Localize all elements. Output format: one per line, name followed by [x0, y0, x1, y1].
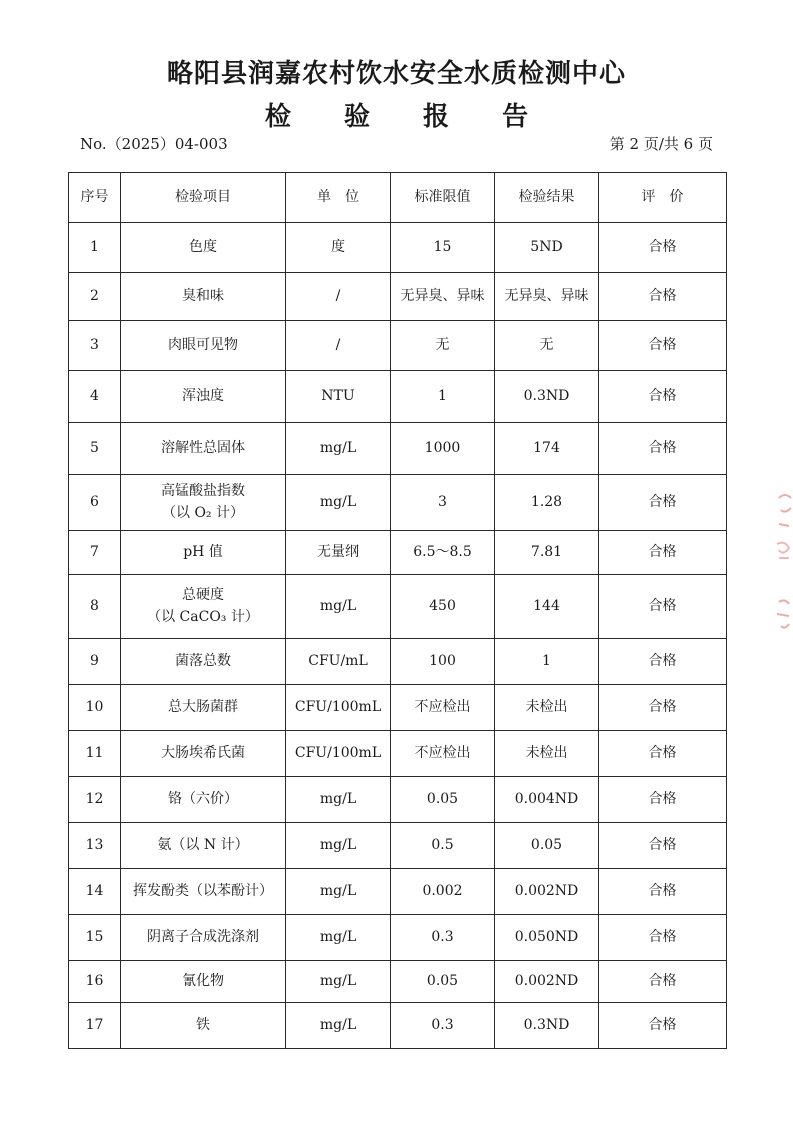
cell-eval: 合格 — [599, 731, 727, 777]
table-body — [69, 223, 727, 1049]
cell-unit: 无量纲 — [286, 531, 391, 575]
cell-eval: 合格 — [599, 423, 727, 475]
table-row — [69, 371, 727, 423]
item-name: 浑浊度 — [182, 387, 224, 404]
cell-unit: mg/L — [286, 869, 391, 915]
cell-no: 10 — [69, 685, 121, 731]
item-note: （以 O₂ 计） — [162, 504, 244, 521]
table-row — [69, 423, 727, 475]
seal-icon — [771, 480, 793, 660]
column-header: 检验结果 — [495, 173, 599, 223]
cell-no: 13 — [69, 823, 121, 869]
cell-limit: 0.002 — [391, 869, 495, 915]
cell-eval: 合格 — [599, 961, 727, 1003]
cell-unit: 度 — [286, 223, 391, 273]
cell-limit: 1 — [391, 371, 495, 423]
cell-unit: CFU/mL — [286, 639, 391, 685]
item-name: 总硬度 — [182, 586, 224, 603]
item-name: 菌落总数 — [175, 652, 231, 669]
cell-limit: 1000 — [391, 423, 495, 475]
cell-unit: mg/L — [286, 915, 391, 961]
cell-result: 0.004ND — [495, 777, 599, 823]
cell-eval: 合格 — [599, 823, 727, 869]
cell-eval: 合格 — [599, 777, 727, 823]
cell-item — [121, 639, 286, 685]
cell-unit: CFU/100mL — [286, 731, 391, 777]
cell-no: 11 — [69, 731, 121, 777]
cell-limit: 0.3 — [391, 915, 495, 961]
cell-limit: 450 — [391, 575, 495, 639]
table-row — [69, 575, 727, 639]
cell-result: 0.05 — [495, 823, 599, 869]
cell-result: 1 — [495, 639, 599, 685]
item-name: pH 值 — [183, 543, 223, 560]
report-number: No.（2025）04-003 — [80, 135, 228, 153]
cell-no: 6 — [69, 475, 121, 531]
cell-limit: 100 — [391, 639, 495, 685]
cell-result: 未检出 — [495, 685, 599, 731]
cell-item — [121, 685, 286, 731]
cell-unit: mg/L — [286, 823, 391, 869]
cell-no: 16 — [69, 961, 121, 1003]
table-row — [69, 321, 727, 371]
cell-limit: 0.5 — [391, 823, 495, 869]
item-name: 阴离子合成洗涤剂 — [147, 928, 259, 945]
cell-no: 5 — [69, 423, 121, 475]
cell-no: 14 — [69, 869, 121, 915]
cell-unit: / — [286, 273, 391, 321]
table-row — [69, 273, 727, 321]
cell-unit: mg/L — [286, 475, 391, 531]
cell-result: 174 — [495, 423, 599, 475]
cell-eval: 合格 — [599, 475, 727, 531]
column-header: 检验项目 — [121, 173, 286, 223]
table-row — [69, 777, 727, 823]
report-title: 检 验 报 告 — [264, 102, 551, 132]
cell-result: 无 — [495, 321, 599, 371]
cell-item — [121, 273, 286, 321]
cell-no: 7 — [69, 531, 121, 575]
cell-no: 12 — [69, 777, 121, 823]
cell-no: 8 — [69, 575, 121, 639]
table-row — [69, 685, 727, 731]
cell-unit: mg/L — [286, 1003, 391, 1049]
cell-result: 0.3ND — [495, 1003, 599, 1049]
table-row — [69, 823, 727, 869]
cell-limit: 无 — [391, 321, 495, 371]
cell-item — [121, 915, 286, 961]
cell-item — [121, 423, 286, 475]
cell-no: 3 — [69, 321, 121, 371]
table-row — [69, 639, 727, 685]
column-header: 评 价 — [599, 173, 727, 223]
cell-item — [121, 961, 286, 1003]
table-row — [69, 475, 727, 531]
item-name: 氨（以 N 计） — [157, 836, 249, 853]
item-name: 铁 — [196, 1016, 210, 1033]
table-header-row — [69, 173, 727, 223]
item-name: 挥发酚类（以苯酚计） — [133, 882, 273, 899]
item-name: 总大肠菌群 — [168, 698, 238, 715]
cell-eval: 合格 — [599, 223, 727, 273]
cell-item — [121, 823, 286, 869]
cell-item — [121, 321, 286, 371]
cell-no: 9 — [69, 639, 121, 685]
cell-result: 144 — [495, 575, 599, 639]
cell-result: 未检出 — [495, 731, 599, 777]
cell-eval: 合格 — [599, 869, 727, 915]
cell-result: 0.050ND — [495, 915, 599, 961]
cell-result: 1.28 — [495, 475, 599, 531]
table-row — [69, 869, 727, 915]
cell-limit: 无异臭、异味 — [391, 273, 495, 321]
cell-no: 2 — [69, 273, 121, 321]
cell-limit: 6.5～8.5 — [391, 531, 495, 575]
cell-unit: NTU — [286, 371, 391, 423]
table-row — [69, 1003, 727, 1049]
cell-eval: 合格 — [599, 915, 727, 961]
cell-limit: 0.3 — [391, 1003, 495, 1049]
cell-item — [121, 777, 286, 823]
cell-eval: 合格 — [599, 531, 727, 575]
cell-eval: 合格 — [599, 639, 727, 685]
item-name: 溶解性总固体 — [161, 439, 245, 456]
cell-unit: mg/L — [286, 423, 391, 475]
cell-limit: 不应检出 — [391, 685, 495, 731]
column-header: 单 位 — [286, 173, 391, 223]
cell-item — [121, 869, 286, 915]
item-name: 大肠埃希氏菌 — [161, 744, 245, 761]
cell-eval: 合格 — [599, 321, 727, 371]
item-name: 色度 — [189, 238, 217, 255]
item-note: （以 CaCO₃ 计） — [147, 608, 259, 625]
cell-item — [121, 475, 286, 531]
cell-no: 1 — [69, 223, 121, 273]
table-row — [69, 531, 727, 575]
cell-no: 17 — [69, 1003, 121, 1049]
column-header: 标准限值 — [391, 173, 495, 223]
cell-unit: / — [286, 321, 391, 371]
cell-limit: 15 — [391, 223, 495, 273]
cell-limit: 不应检出 — [391, 731, 495, 777]
cell-limit: 0.05 — [391, 961, 495, 1003]
cell-eval: 合格 — [599, 575, 727, 639]
item-name: 臭和味 — [182, 287, 224, 304]
cell-eval: 合格 — [599, 685, 727, 731]
column-header: 序号 — [69, 173, 121, 223]
item-name: 铬（六价） — [168, 790, 238, 807]
item-name: 氰化物 — [182, 972, 224, 989]
table-row — [69, 915, 727, 961]
table-row — [69, 223, 727, 273]
table-row — [69, 961, 727, 1003]
cell-eval: 合格 — [599, 371, 727, 423]
cell-result: 5ND — [495, 223, 599, 273]
cell-no: 4 — [69, 371, 121, 423]
cell-result: 7.81 — [495, 531, 599, 575]
cell-item — [121, 575, 286, 639]
cell-item — [121, 223, 286, 273]
cell-item — [121, 731, 286, 777]
cell-result: 无异臭、异味 — [495, 273, 599, 321]
cell-eval: 合格 — [599, 1003, 727, 1049]
cell-item — [121, 371, 286, 423]
item-name: 肉眼可见物 — [168, 336, 238, 353]
cell-unit: mg/L — [286, 575, 391, 639]
results-table — [68, 172, 727, 1049]
cell-eval: 合格 — [599, 273, 727, 321]
page-indicator: 第 2 页/共 6 页 — [609, 135, 713, 153]
cell-item — [121, 531, 286, 575]
cell-unit: CFU/100mL — [286, 685, 391, 731]
organization-name: 略阳县润嘉农村饮水安全水质检测中心 — [166, 59, 626, 89]
cell-result: 0.002ND — [495, 961, 599, 1003]
cell-unit: mg/L — [286, 777, 391, 823]
cell-unit: mg/L — [286, 961, 391, 1003]
cell-limit: 3 — [391, 475, 495, 531]
cell-result: 0.3ND — [495, 371, 599, 423]
cell-item — [121, 1003, 286, 1049]
cell-no: 15 — [69, 915, 121, 961]
table-row — [69, 731, 727, 777]
item-name: 高锰酸盐指数 — [161, 482, 245, 499]
seal-stamp-fragment — [771, 480, 793, 660]
cell-result: 0.002ND — [495, 869, 599, 915]
cell-limit: 0.05 — [391, 777, 495, 823]
